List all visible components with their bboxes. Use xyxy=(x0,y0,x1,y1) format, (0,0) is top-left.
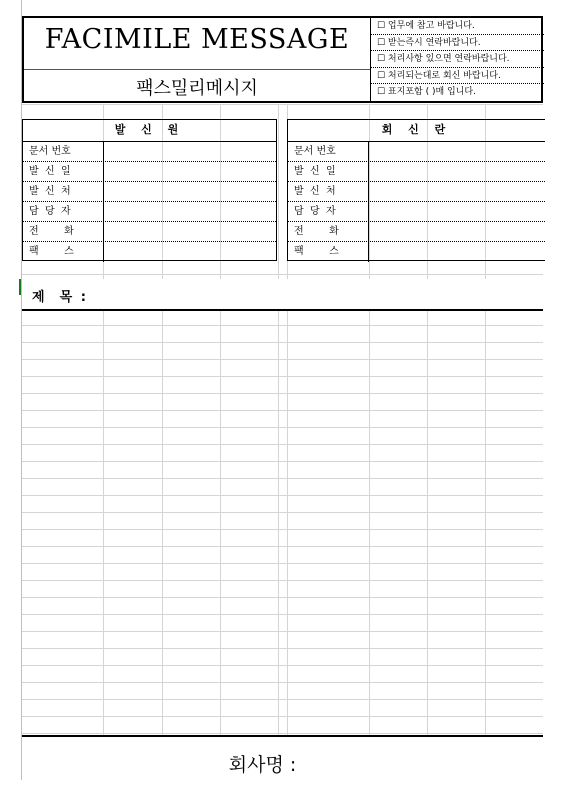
checklist-item[interactable]: ☐ 처리사항 있으면 연락바랍니다. xyxy=(371,51,544,68)
reply-contact-field[interactable] xyxy=(369,202,545,221)
checklist-item[interactable]: ☐ 받는즉시 연락바랍니다. xyxy=(371,35,544,52)
grid-row-line xyxy=(22,410,543,411)
sender-row-doc-number xyxy=(23,142,276,162)
sender-row-sender xyxy=(23,182,276,202)
grid-row-line xyxy=(22,495,543,496)
company-name-row xyxy=(22,750,543,777)
checklist-item[interactable]: ☐ 표지포함 ( )매 입니다. xyxy=(377,87,476,98)
grid-row-line xyxy=(22,325,543,326)
grid-row-line xyxy=(22,682,543,683)
reply-row-sender xyxy=(288,182,545,202)
row-label: 담 당 자 xyxy=(288,202,369,221)
grid-row-line xyxy=(22,563,543,564)
sender-doc-number-field[interactable] xyxy=(104,142,276,161)
grid-row-line xyxy=(22,342,543,343)
reply-send-date-field[interactable] xyxy=(369,162,545,181)
grid-row-line xyxy=(22,648,543,649)
checklist-item[interactable]: ☐ 처리되는대로 회신 바랍니다. xyxy=(371,68,544,85)
grid-row-line xyxy=(22,444,543,445)
grid-row-line xyxy=(22,614,543,615)
grid-row-line xyxy=(22,597,543,598)
sender-row-contact xyxy=(23,202,276,222)
grid-row-line xyxy=(22,376,543,377)
title-english: FACIMILE MESSAGE xyxy=(44,24,350,55)
reply-doc-number-field[interactable] xyxy=(369,142,545,161)
grid-row-line xyxy=(22,546,543,547)
footer-divider xyxy=(22,735,543,737)
grid-row-line xyxy=(22,733,543,734)
company-name-label: 회사명 : xyxy=(228,754,297,776)
reply-row-doc-number xyxy=(288,142,545,162)
header-block xyxy=(22,16,543,103)
sender-box-title: 발 신 원 xyxy=(23,120,276,142)
sender-send-date-field[interactable] xyxy=(104,162,276,181)
reply-row-send-date xyxy=(288,162,545,182)
reply-phone-field[interactable] xyxy=(369,222,545,241)
sender-row-fax xyxy=(23,242,276,262)
reply-fax-field[interactable] xyxy=(369,242,545,262)
row-label: 전 화 xyxy=(23,222,104,241)
grid-column-line xyxy=(278,104,279,736)
sender-box xyxy=(22,119,277,261)
row-label: 발 신 일 xyxy=(288,162,369,181)
row-label: 발 신 일 xyxy=(23,162,104,181)
title-korean: 팩스밀리메시지 xyxy=(136,78,258,99)
instruction-checklist xyxy=(370,18,544,101)
checklist-item[interactable]: ☐ 업무에 참고 바랍니다. xyxy=(371,18,544,35)
row-label: 담 당 자 xyxy=(23,202,104,221)
reply-row-phone xyxy=(288,222,545,242)
grid-row-line xyxy=(22,274,543,275)
grid-row-line xyxy=(22,699,543,700)
title-divider xyxy=(24,69,370,70)
subject-label: 제 목 : xyxy=(32,290,88,305)
row-label: 문서 번호 xyxy=(288,142,369,161)
grid-row-line xyxy=(22,478,543,479)
reply-box xyxy=(287,119,545,261)
reply-origin-field[interactable] xyxy=(369,182,545,201)
grid-row-line xyxy=(22,665,543,666)
sender-phone-field[interactable] xyxy=(104,222,276,241)
row-label: 발 신 처 xyxy=(23,182,104,201)
grid-row-line xyxy=(22,580,543,581)
sender-fax-field[interactable] xyxy=(104,242,276,262)
row-label: 전 화 xyxy=(288,222,369,241)
grid-row-line xyxy=(22,529,543,530)
row-label: 팩 스 xyxy=(288,242,369,262)
column-gutter-line xyxy=(21,0,22,780)
grid-row-line xyxy=(22,461,543,462)
sender-row-phone xyxy=(23,222,276,242)
reply-box-title: 회 신 란 xyxy=(288,120,545,142)
grid-row-line xyxy=(22,393,543,394)
row-label: 팩 스 xyxy=(23,242,104,262)
grid-row-line xyxy=(22,631,543,632)
grid-row-line xyxy=(22,512,543,513)
grid-row-line xyxy=(22,427,543,428)
sender-origin-field[interactable] xyxy=(104,182,276,201)
sender-row-send-date xyxy=(23,162,276,182)
reply-row-fax xyxy=(288,242,545,262)
sender-contact-field[interactable] xyxy=(104,202,276,221)
row-label: 발 신 처 xyxy=(288,182,369,201)
reply-row-contact xyxy=(288,202,545,222)
subject-field[interactable] xyxy=(104,279,541,309)
grid-row-line xyxy=(22,104,543,105)
grid-row-line xyxy=(22,359,543,360)
subject-row xyxy=(22,279,543,311)
cell-cursor-marker xyxy=(19,279,21,295)
row-label: 문서 번호 xyxy=(23,142,104,161)
grid-row-line xyxy=(22,716,543,717)
